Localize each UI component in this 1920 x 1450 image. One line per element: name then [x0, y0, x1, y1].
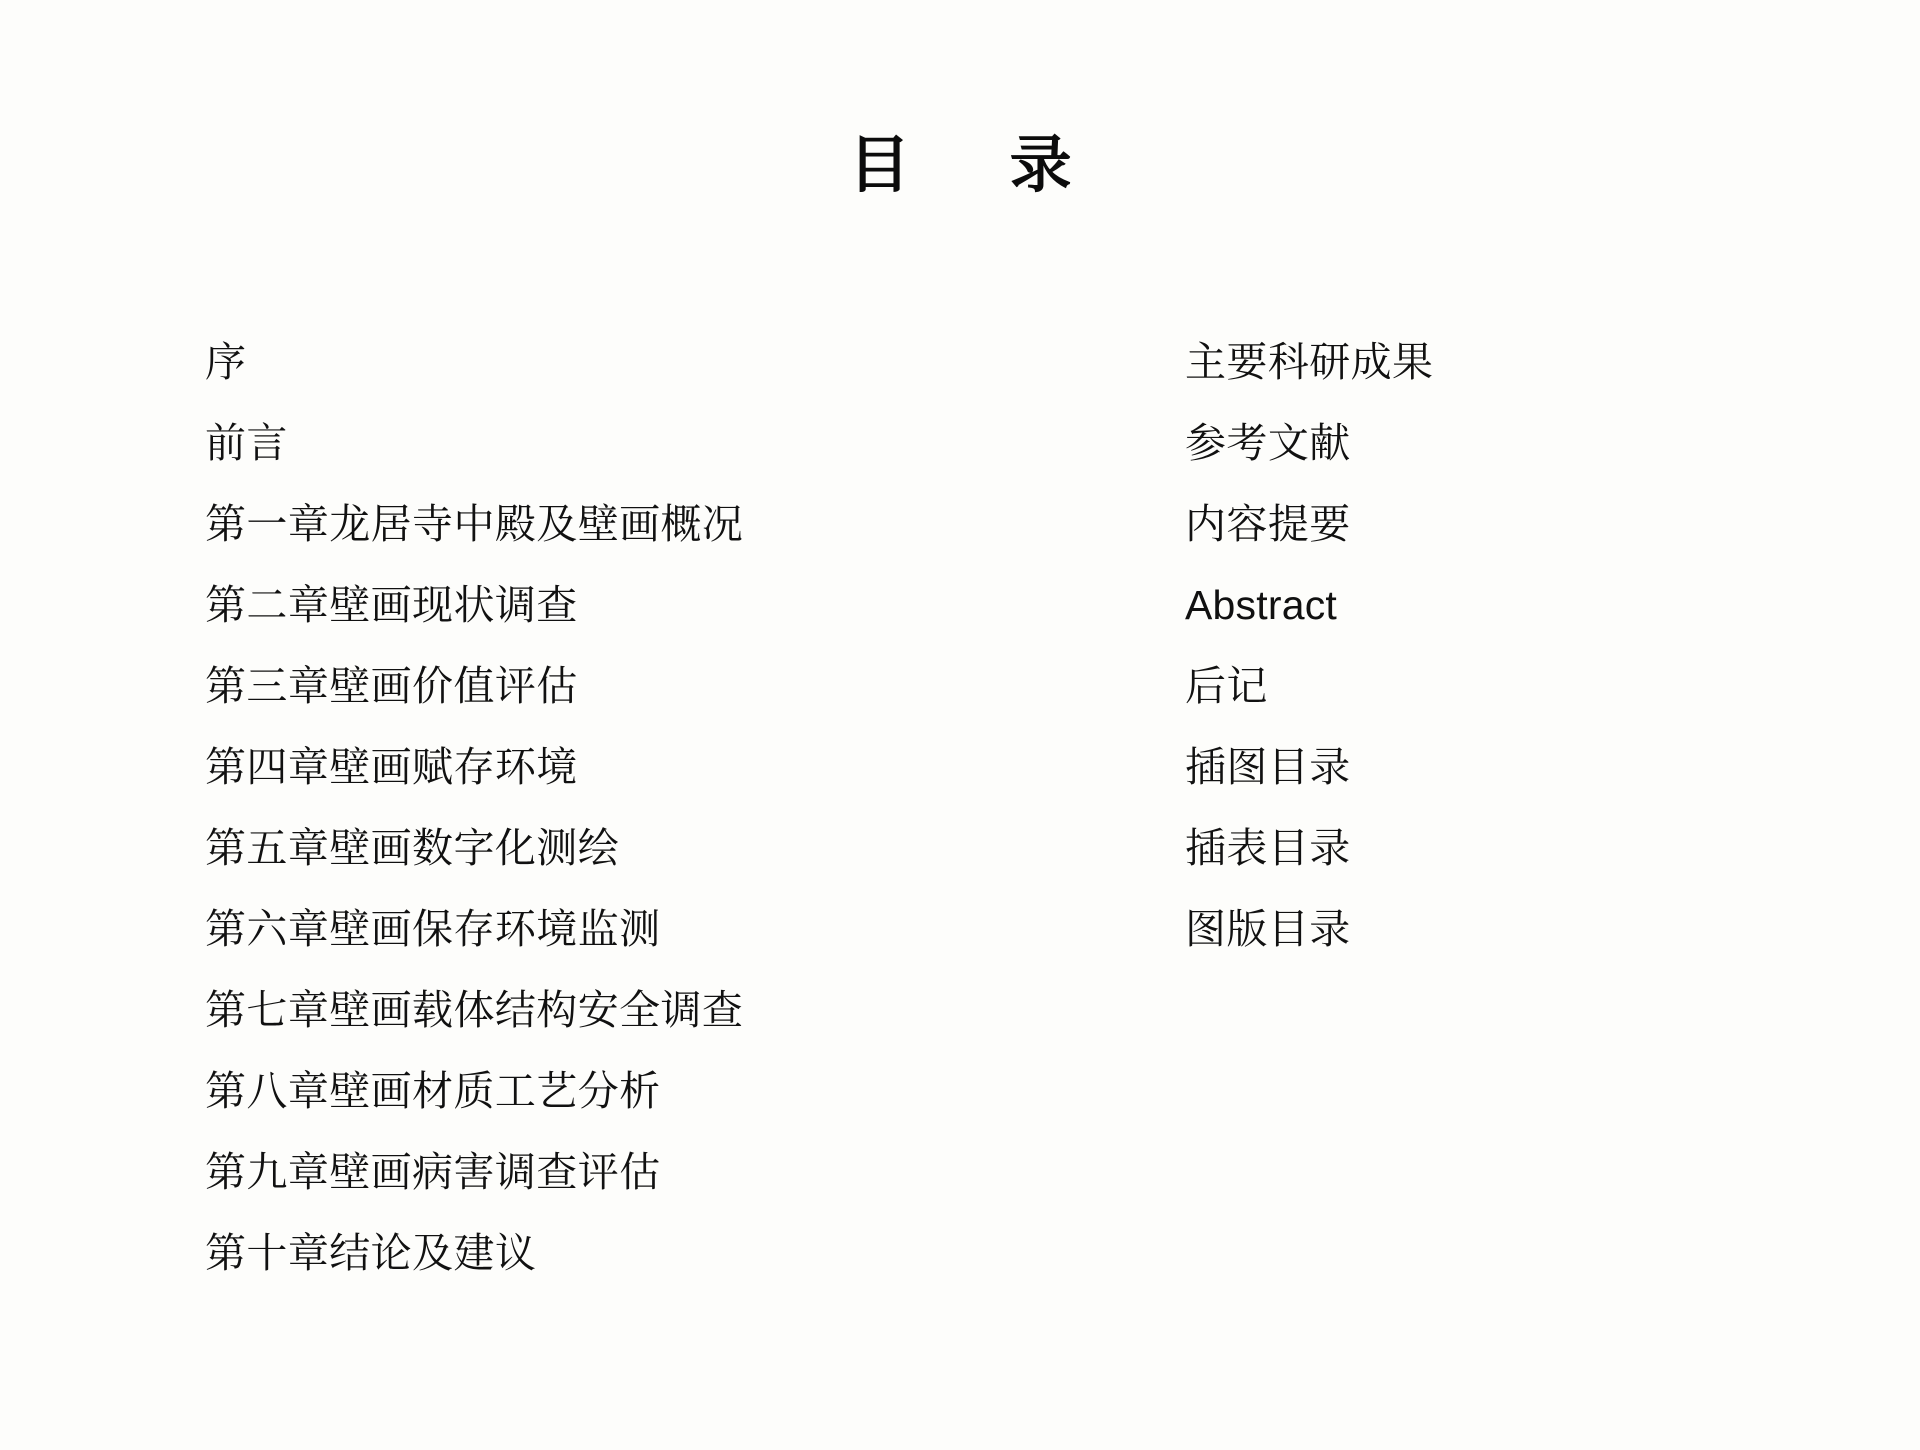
toc-entry[interactable]: 插图目录: [1185, 744, 1351, 790]
toc-entry[interactable]: 内容提要: [1185, 501, 1351, 547]
toc-entry[interactable]: Abstract: [1185, 582, 1338, 628]
toc-entry[interactable]: 第三章壁画价值评估: [205, 663, 578, 709]
toc-entry[interactable]: 第四章壁画赋存环境: [205, 744, 578, 790]
toc-entry[interactable]: 第六章壁画保存环境监测: [205, 906, 661, 952]
toc-entry[interactable]: 参考文献: [1185, 420, 1351, 466]
toc-entry[interactable]: 第十章结论及建议: [205, 1230, 537, 1276]
toc-entry[interactable]: 图版目录: [1185, 906, 1351, 952]
toc-column-right: [1185, 322, 1785, 970]
toc-entry[interactable]: 插表目录: [1185, 825, 1351, 871]
toc-entry[interactable]: 第七章壁画载体结构安全调查: [205, 987, 744, 1033]
toc-entry[interactable]: 第九章壁画病害调查评估: [205, 1149, 661, 1195]
toc-entry[interactable]: 前言: [205, 420, 288, 466]
toc-entry[interactable]: 主要科研成果: [1185, 339, 1434, 385]
toc-entry[interactable]: 序: [205, 339, 247, 385]
toc-columns: [0, 322, 1920, 1294]
toc-column-left: [205, 322, 1185, 1294]
toc-entry[interactable]: 第一章龙居寺中殿及壁画概况: [205, 501, 744, 547]
toc-entry[interactable]: 第二章壁画现状调查: [205, 582, 578, 628]
toc-entry[interactable]: 第八章壁画材质工艺分析: [205, 1068, 661, 1114]
toc-entry[interactable]: 第五章壁画数字化测绘: [205, 825, 620, 871]
page-title: 目 录: [848, 131, 1091, 200]
toc-entry[interactable]: 后记: [1185, 663, 1268, 709]
